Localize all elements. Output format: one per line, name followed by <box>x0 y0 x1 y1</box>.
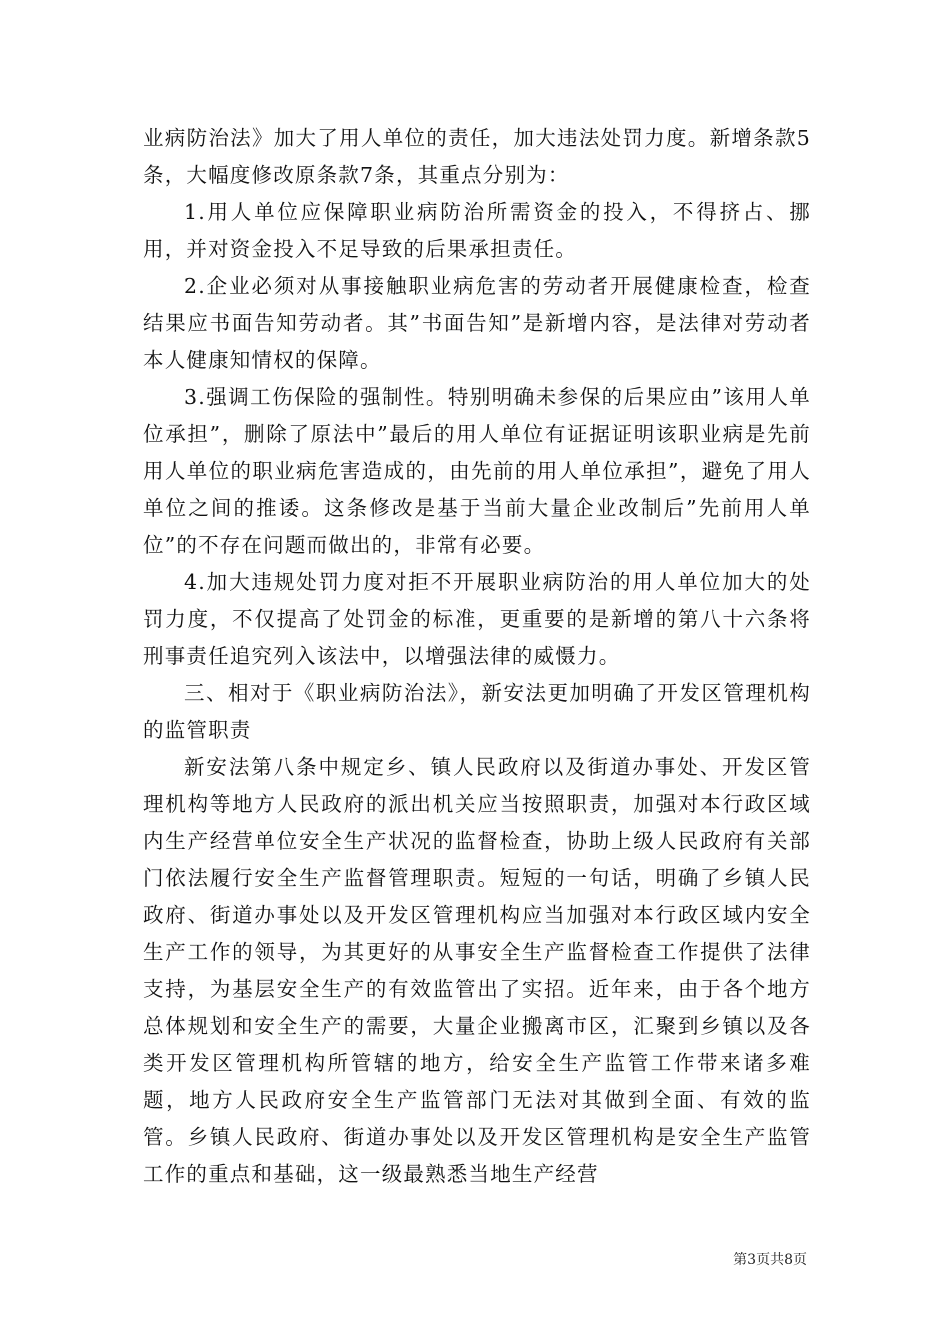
section-heading-3: 三、相对于《职业病防治法》，新安法更加明确了开发区管理机构的监管职责 <box>143 681 811 742</box>
body-text <box>143 120 811 1193</box>
list-item-3: 3.强调工伤保险的强制性。特别明确未参保的后果应由”该用人单位承担”，删除了原法中”最后的用人单位有证据证明该职业病是先前用人单位的职业病危害造成的，由先前的用人单位承担”，避免了用人单位之间的推诿。这条修改是基于当前大量企业改制后”先前用人单位”的不存在问题而做出的，非常有必要。 <box>143 385 811 557</box>
list-item-2: 2.企业必须对从事接触职业病危害的劳动者开展健康检查，检查结果应书面告知劳动者。其”书面告知”是新增内容，是法律对劳动者本人健康知情权的保障。 <box>143 274 811 372</box>
list-item-1: 1.用人单位应保障职业病防治所需资金的投入，不得挤占、挪用，并对资金投入不足导致的后果承担责任。 <box>143 200 811 261</box>
paragraph-continuation: 业病防治法》加大了用人单位的责任，加大违法处罚力度。新增条款5条，大幅度修改原条款7条，其重点分别为： <box>143 126 811 187</box>
section-body: 新安法第八条中规定乡、镇人民政府以及街道办事处、开发区管理机构等地方人民政府的派出机关应当按照职责，加强对本行政区域内生产经营单位安全生产状况的监督检查，协助上级人民政府有关部门依法履行安全生产监督管理职责。短短的一句话，明确了乡镇人民政府、街道办事处以及开发区管理机构应当加强对本行政区域内安全生产工作的领导，为其更好的从事安全生产监督检查工作提供了法律支持，为基层安全生产的有效监管出了实招。近年来，由于各个地方总体规划和安全生产的需要，大量企业搬离市区，汇聚到乡镇以及各类开发区管理机构所管辖的地方，给安全生产监管工作带来诸多难题，地方人民政府安全生产监管部门无法对其做到全面、有效的监管。乡镇人民政府、街道办事处以及开发区管理机构是安全生产监管工作的重点和基础，这一级最熟悉当地生产经营 <box>143 755 811 1186</box>
list-item-4: 4.加大违规处罚力度对拒不开展职业病防治的用人单位加大的处罚力度，不仅提高了处罚金的标准，更重要的是新增的第八十六条将刑事责任追究列入该法中，以增强法律的威慑力。 <box>143 570 811 668</box>
page-number: 第3页共8页 <box>733 1252 807 1268</box>
